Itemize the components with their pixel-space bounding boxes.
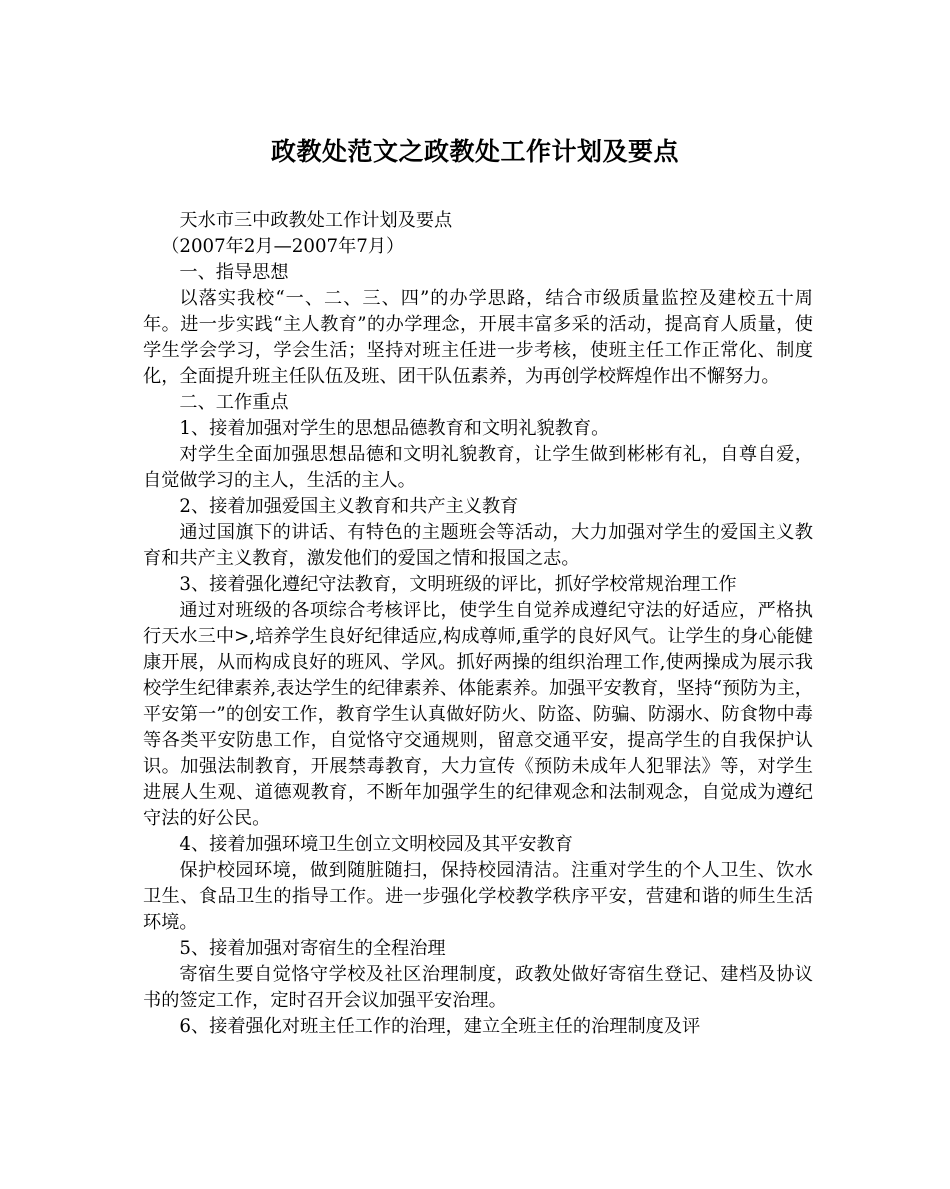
paragraph-item-1: 对学生全面加强思想品德和文明礼貌教育，让学生做到彬彬有礼，自尊自爱，自觉做学习的主人，生活的主人。 xyxy=(143,444,813,491)
item-heading-6: 6、接着强化对班主任工作的治理，建立全班主任的治理制度及评 xyxy=(179,1016,701,1037)
paragraph-item-3: 通过对班级的各项综合考核评比，使学生自觉养成遵纪守法的好适应，严格执行天水三中>,培养学生良好纪律适应,构成尊师,重学的良好风气。让学生的身心能健康开展，从而构成良好的班风、学风。抓好两操的组织治理工作,使两操成为展示我校学生纪律素养,表达学生的纪律素养、体能素养。加强平安教育，坚持“预防为主，平安第一”的创安工作，教育学生认真做好防火、防盗、防骗、防溺水、防食物中毒等各类平安防患工作，自觉恪守交通规则，留意交通平安，提高学生的自我保护认识。加强法制教育，开展禁毒教育，大力宣传《预防未成年人犯罪法》等，对学生进展人生观、道德观教育，不断年加强学生的纪律观念和法制观念，自觉成为遵纪守法的好公民。 xyxy=(143,600,813,829)
section-heading-guiding-ideology: 一、指导思想 xyxy=(179,262,289,283)
heading-school-plan: 天水市三中政教处工作计划及要点 xyxy=(179,210,453,231)
document-body xyxy=(143,208,813,1040)
paragraph-item-4: 保护校园环境，做到随脏随扫，保持校园清洁。注重对学生的个人卫生、饮水卫生、食品卫生的指导工作。进一步强化学校教学秩序平安，营建和谐的师生生活环境。 xyxy=(143,860,813,933)
item-heading-5: 5、接着加强对寄宿生的全程治理 xyxy=(179,938,446,959)
item-heading-4: 4、接着加强环境卫生创立文明校园及其平安教育 xyxy=(179,834,573,855)
item-heading-2: 2、接着加强爱国主义教育和共产主义教育 xyxy=(179,496,519,517)
item-heading-3: 3、接着强化遵纪守法教育，文明班级的评比，抓好学校常规治理工作 xyxy=(179,574,737,595)
document-title: 政教处范文之政教处工作计划及要点 xyxy=(270,137,679,166)
date-range: （2007年2月—2007年7月） xyxy=(161,236,405,257)
paragraph-guiding-ideology: 以落实我校“一、二、三、四”的办学思路，结合市级质量监控及建校五十周年。进一步实践“主人教育”的办学理念，开展丰富多采的活动，提高育人质量，使学生学会学习，学会生活；坚持对班主任进一步考核，使班主任工作正常化、制度化，全面提升班主任队伍及班、团干队伍素养，为再创学校辉煌作出不懈努力。 xyxy=(143,288,813,387)
item-heading-1: 1、接着加强对学生的思想品德教育和文明礼貌教育。 xyxy=(179,418,610,439)
paragraph-item-2: 通过国旗下的讲话、有特色的主题班会等活动，大力加强对学生的爱国主义教育和共产主义教育，激发他们的爱国之情和报国之志。 xyxy=(143,522,813,569)
paragraph-item-5: 寄宿生要自觉恪守学校及社区治理制度，政教处做好寄宿生登记、建档及协议书的签定工作，定时召开会议加强平安治理。 xyxy=(143,964,813,1011)
section-heading-work-focus: 二、工作重点 xyxy=(179,392,289,413)
